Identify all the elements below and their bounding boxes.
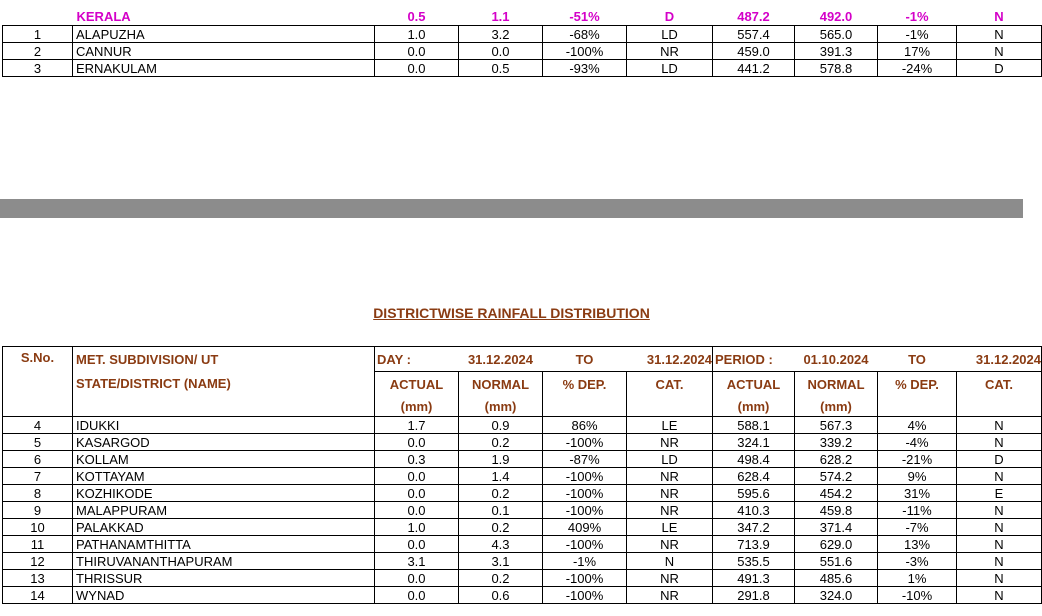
day-cat-cell: NR: [627, 570, 713, 587]
day-dep-cell: -100%: [543, 434, 627, 451]
day-actual-cell: 0.0: [375, 60, 459, 77]
day-actual-unit: (mm): [375, 396, 459, 417]
day-dep-cell: -100%: [543, 536, 627, 553]
day-normal-cell: 4.3: [459, 536, 543, 553]
day-cat-cell: LD: [627, 60, 713, 77]
period-normal-cell: 628.2: [795, 451, 878, 468]
met-subdivision-header: MET. SUBDIVISION/ UT: [73, 347, 375, 372]
day-actual-cell: 0.0: [375, 536, 459, 553]
day-normal-cell: 0.1: [459, 502, 543, 519]
sno-cell: 7: [3, 468, 73, 485]
table-row: [3, 553, 1042, 570]
day-dep-cell: -93%: [543, 60, 627, 77]
day-normal-cell: 3.2: [459, 26, 543, 43]
day-dep-header: % DEP.: [543, 372, 627, 397]
period-cat-cell: D: [957, 451, 1042, 468]
day-dep-cell: -68%: [543, 26, 627, 43]
period-normal-cell: 565.0: [795, 26, 878, 43]
district-name-cell: ERNAKULAM: [73, 60, 375, 77]
table-row: [3, 468, 1042, 485]
period-cat-cell: N: [957, 587, 1042, 604]
day-cat-cell: LE: [627, 417, 713, 434]
period-dep-cell: 9%: [878, 468, 957, 485]
section-title: DISTRICTWISE RAINFALL DISTRIBUTION: [373, 305, 650, 321]
period-dep-cell: -21%: [878, 451, 957, 468]
period-normal-cell: 567.3: [795, 417, 878, 434]
district-name-cell: KOZHIKODE: [73, 485, 375, 502]
district-name-cell: MALAPPURAM: [73, 502, 375, 519]
district-name-cell: KOTTAYAM: [73, 468, 375, 485]
day-dep-cell: -87%: [543, 451, 627, 468]
period-normal-unit: (mm): [795, 396, 878, 417]
sno-cell: 14: [3, 587, 73, 604]
day-dep-cell: -100%: [543, 587, 627, 604]
sno-cell: 6: [3, 451, 73, 468]
day-normal-cell: 0.2: [459, 570, 543, 587]
period-normal-cell: 454.2: [795, 485, 878, 502]
state-period-cat: N: [994, 8, 1004, 24]
period-cat-cell: N: [957, 26, 1042, 43]
period-dep-cell: -10%: [878, 587, 957, 604]
period-dep-cell: 13%: [878, 536, 957, 553]
day-actual-cell: 1.0: [375, 26, 459, 43]
sno-cell: 11: [3, 536, 73, 553]
table-row: [3, 26, 1042, 43]
period-dep-cell: -24%: [878, 60, 957, 77]
header-row-3: [3, 396, 1042, 417]
period-cat-cell: N: [957, 502, 1042, 519]
period-actual-header: ACTUAL: [713, 372, 795, 397]
day-dep-cell: -100%: [543, 502, 627, 519]
district-name-cell: KASARGOD: [73, 434, 375, 451]
day-cat-cell: LE: [627, 519, 713, 536]
day-from-date: 31.12.2024: [459, 347, 543, 372]
day-to-label: TO: [543, 347, 627, 372]
day-actual-cell: 0.0: [375, 502, 459, 519]
day-actual-cell: 0.0: [375, 587, 459, 604]
day-normal-cell: 0.2: [459, 485, 543, 502]
header-row-1: [3, 347, 1042, 372]
sno-cell: 3: [3, 60, 73, 77]
period-actual-unit: (mm): [713, 396, 795, 417]
state-name: KERALA: [76, 8, 131, 24]
day-dep-cell: -1%: [543, 553, 627, 570]
period-cat-cell: E: [957, 485, 1042, 502]
day-cat-header: CAT.: [627, 372, 713, 397]
day-actual-cell: 0.0: [375, 485, 459, 502]
table-row: [3, 434, 1042, 451]
period-dep-cell: -3%: [878, 553, 957, 570]
period-dep-cell: 4%: [878, 417, 957, 434]
state-dep: -51%: [569, 8, 600, 24]
table-row: [3, 60, 1042, 77]
period-cat-cell: N: [957, 468, 1042, 485]
day-normal-cell: 0.2: [459, 434, 543, 451]
state-district-header: STATE/DISTRICT (NAME): [73, 372, 375, 397]
period-cat-cell: N: [957, 417, 1042, 434]
table-row: [3, 587, 1042, 604]
period-actual-cell: 498.4: [713, 451, 795, 468]
day-cat-cell: LD: [627, 26, 713, 43]
sno-cell: 8: [3, 485, 73, 502]
day-normal-cell: 1.4: [459, 468, 543, 485]
state-cat: D: [664, 8, 675, 24]
table-row: [3, 485, 1042, 502]
day-normal-cell: 0.5: [459, 60, 543, 77]
period-dep-cell: -4%: [878, 434, 957, 451]
period-dep-cell: -1%: [878, 26, 957, 43]
district-name-cell: ALAPUZHA: [73, 26, 375, 43]
day-normal-unit: (mm): [459, 396, 543, 417]
district-rainfall-table: [2, 346, 1042, 604]
period-dep-header: % DEP.: [878, 372, 957, 397]
period-label: PERIOD :: [713, 347, 795, 372]
period-actual-cell: 324.1: [713, 434, 795, 451]
day-to-date: 31.12.2024: [627, 347, 713, 372]
period-dep-cell: 31%: [878, 485, 957, 502]
period-cat-cell: N: [957, 43, 1042, 60]
district-name-cell: THIRUVANANTHAPURAM: [73, 553, 375, 570]
day-actual-cell: 0.0: [375, 43, 459, 60]
period-normal-cell: 339.2: [795, 434, 878, 451]
day-actual-header: ACTUAL: [375, 372, 459, 397]
state-row-kerala: [3, 7, 1042, 26]
period-actual-cell: 588.1: [713, 417, 795, 434]
day-actual-cell: 1.0: [375, 519, 459, 536]
period-actual-cell: 713.9: [713, 536, 795, 553]
period-cat-header: CAT.: [957, 372, 1042, 397]
period-normal-cell: 459.8: [795, 502, 878, 519]
period-to-date: 31.12.2024: [957, 347, 1042, 372]
top-rainfall-table: [2, 7, 1042, 77]
sno-cell: 1: [3, 26, 73, 43]
day-normal-cell: 0.6: [459, 587, 543, 604]
day-actual-cell: 3.1: [375, 553, 459, 570]
day-dep-cell: 86%: [543, 417, 627, 434]
state-normal: 1.1: [491, 8, 510, 24]
period-normal-cell: 324.0: [795, 587, 878, 604]
period-normal-cell: 578.8: [795, 60, 878, 77]
day-dep-cell: -100%: [543, 468, 627, 485]
day-cat-cell: NR: [627, 434, 713, 451]
period-normal-header: NORMAL: [795, 372, 878, 397]
district-name-cell: PALAKKAD: [73, 519, 375, 536]
table-row: [3, 502, 1042, 519]
day-normal-cell: 0.9: [459, 417, 543, 434]
period-dep-cell: -7%: [878, 519, 957, 536]
table-row: [3, 43, 1042, 60]
period-actual-cell: 459.0: [713, 43, 795, 60]
table-row: [3, 519, 1042, 536]
day-cat-cell: NR: [627, 502, 713, 519]
header-row-2: [3, 372, 1042, 397]
sno-header: S.No.: [3, 347, 73, 417]
day-cat-cell: NR: [627, 468, 713, 485]
day-dep-cell: -100%: [543, 43, 627, 60]
period-cat-cell: N: [957, 536, 1042, 553]
sno-cell: 4: [3, 417, 73, 434]
district-name-cell: WYNAD: [73, 587, 375, 604]
state-actual: 0.5: [407, 8, 426, 24]
day-dep-cell: -100%: [543, 485, 627, 502]
period-to-label: TO: [878, 347, 957, 372]
period-actual-cell: 410.3: [713, 502, 795, 519]
district-name-cell: IDUKKI: [73, 417, 375, 434]
district-name-cell: THRISSUR: [73, 570, 375, 587]
period-actual-cell: 441.2: [713, 60, 795, 77]
period-dep-cell: 17%: [878, 43, 957, 60]
day-cat-cell: NR: [627, 536, 713, 553]
day-cat-cell: N: [627, 553, 713, 570]
table-row: [3, 451, 1042, 468]
period-normal-cell: 391.3: [795, 43, 878, 60]
day-cat-cell: NR: [627, 485, 713, 502]
day-cat-cell: NR: [627, 587, 713, 604]
day-normal-cell: 0.0: [459, 43, 543, 60]
period-normal-cell: 551.6: [795, 553, 878, 570]
sno-cell: 10: [3, 519, 73, 536]
sno-cell: 2: [3, 43, 73, 60]
day-actual-cell: 0.0: [375, 570, 459, 587]
sno-cell: 5: [3, 434, 73, 451]
table-row: [3, 570, 1042, 587]
district-name-cell: PATHANAMTHITTA: [73, 536, 375, 553]
state-period-dep: -1%: [905, 8, 929, 24]
period-actual-cell: 628.4: [713, 468, 795, 485]
table-row: [3, 536, 1042, 553]
day-normal-cell: 0.2: [459, 519, 543, 536]
sno-cell: 9: [3, 502, 73, 519]
period-cat-cell: N: [957, 434, 1042, 451]
period-actual-cell: 557.4: [713, 26, 795, 43]
period-normal-cell: 574.2: [795, 468, 878, 485]
period-dep-cell: 1%: [878, 570, 957, 587]
day-actual-cell: 0.0: [375, 434, 459, 451]
period-actual-cell: 491.3: [713, 570, 795, 587]
period-dep-cell: -11%: [878, 502, 957, 519]
period-actual-cell: 535.5: [713, 553, 795, 570]
period-cat-cell: D: [957, 60, 1042, 77]
day-actual-cell: 0.0: [375, 468, 459, 485]
period-normal-cell: 485.6: [795, 570, 878, 587]
table-row: [3, 417, 1042, 434]
day-actual-cell: 0.3: [375, 451, 459, 468]
day-normal-cell: 1.9: [459, 451, 543, 468]
state-period-actual: 487.2: [737, 8, 770, 24]
day-cat-cell: LD: [627, 451, 713, 468]
day-normal-header: NORMAL: [459, 372, 543, 397]
district-name-cell: KOLLAM: [73, 451, 375, 468]
sno-cell: 13: [3, 570, 73, 587]
period-cat-cell: N: [957, 570, 1042, 587]
period-cat-cell: N: [957, 553, 1042, 570]
day-normal-cell: 3.1: [459, 553, 543, 570]
period-actual-cell: 595.6: [713, 485, 795, 502]
period-normal-cell: 629.0: [795, 536, 878, 553]
period-from-date: 01.10.2024: [795, 347, 878, 372]
day-dep-cell: -100%: [543, 570, 627, 587]
day-dep-cell: 409%: [543, 519, 627, 536]
period-actual-cell: 291.8: [713, 587, 795, 604]
sno-cell: 12: [3, 553, 73, 570]
period-cat-cell: N: [957, 519, 1042, 536]
day-label: DAY :: [375, 347, 459, 372]
state-period-normal: 492.0: [819, 8, 853, 24]
period-normal-cell: 371.4: [795, 519, 878, 536]
district-name-cell: CANNUR: [73, 43, 375, 60]
period-actual-cell: 347.2: [713, 519, 795, 536]
day-actual-cell: 1.7: [375, 417, 459, 434]
day-cat-cell: NR: [627, 43, 713, 60]
page-separator-band: [0, 199, 1023, 218]
